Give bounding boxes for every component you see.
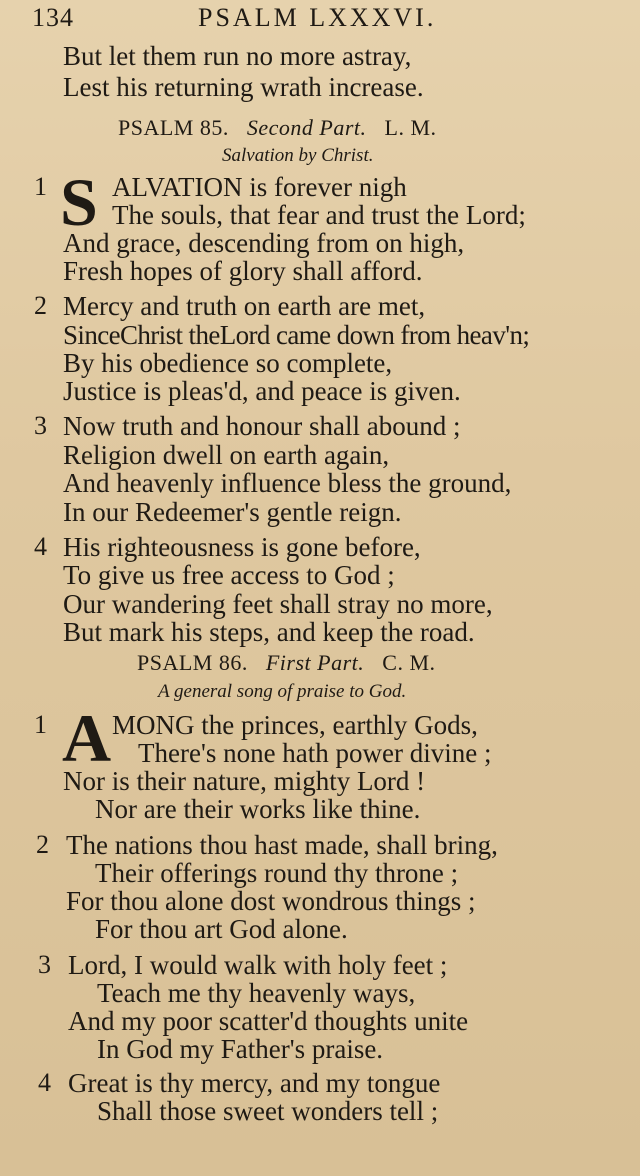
verse-line: To give us free access to God ;	[63, 560, 395, 590]
verse-line: Teach me thy heavenly ways,	[97, 978, 416, 1008]
verse-line: SinceChrist theLord came down from heav'n;	[63, 320, 530, 350]
page-number: 134	[32, 3, 74, 32]
psalm-meter: L. M.	[384, 115, 437, 140]
psalm-part: Second Part.	[246, 115, 367, 140]
verse-line: Their offerings round thy throne ;	[95, 858, 459, 888]
verse-line: And grace, descending from on high,	[63, 228, 465, 258]
verse-line: There's none hath power divine ;	[138, 738, 492, 768]
drop-cap: S	[60, 164, 98, 240]
stanza-number: 3	[38, 950, 51, 979]
verse-line: In our Redeemer's gentle reign.	[63, 497, 402, 527]
verse-line: Nor is their nature, mighty Lord !	[63, 766, 426, 796]
drop-cap: A	[62, 700, 112, 776]
psalm-number: PSALM 86.	[137, 650, 248, 675]
verse-line: ALVATION is forever nigh	[112, 172, 407, 202]
verse-line: Lest his returning wrath increase.	[63, 72, 424, 102]
verse-line: Shall those sweet wonders tell ;	[97, 1096, 439, 1126]
verse-line: MONG the princes, earthly Gods,	[112, 710, 478, 740]
verse-line: Lord, I would walk with holy feet ;	[68, 950, 448, 980]
stanza-number: 2	[34, 291, 47, 320]
psalm-number: PSALM 85.	[118, 115, 229, 140]
verse-line: And heavenly influence bless the ground,	[63, 468, 512, 498]
stanza-number: 4	[38, 1068, 51, 1097]
verse-line: But let them run no more astray,	[63, 41, 412, 71]
verse-line: And my poor scatter'd thoughts unite	[68, 1006, 469, 1036]
verse-line: Fresh hopes of glory shall afford.	[63, 256, 423, 286]
verse-line: For thou alone dost wondrous things ;	[66, 886, 476, 916]
verse-line: By his obedience so complete,	[63, 348, 393, 378]
psalm-heading	[118, 115, 437, 141]
verse-line: Religion dwell on earth again,	[63, 440, 390, 470]
stanza-number: 4	[34, 532, 47, 561]
stanza-number: 2	[36, 830, 49, 859]
verse-line: The nations thou hast made, shall bring,	[66, 830, 498, 860]
verse-line: For thou art God alone.	[95, 914, 348, 944]
stanza-number: 1	[34, 710, 47, 739]
verse-line: Our wandering feet shall stray no more,	[63, 589, 493, 619]
verse-line: In God my Father's praise.	[97, 1034, 384, 1064]
verse-line: Great is thy mercy, and my tongue	[68, 1068, 441, 1098]
psalm-meter: C. M.	[382, 650, 436, 675]
verse-line: Nor are their works like thine.	[95, 794, 421, 824]
stanza-number: 1	[34, 172, 47, 201]
psalm-subtitle: Salvation by Christ.	[222, 145, 374, 166]
verse-line: His righteousness is gone before,	[63, 532, 421, 562]
psalm-part: First Part.	[265, 650, 365, 675]
verse-line: But mark his steps, and keep the road.	[63, 617, 475, 647]
verse-line: The souls, that fear and trust the Lord;	[112, 200, 526, 230]
psalm-heading	[137, 650, 436, 676]
psalm-subtitle: A general song of praise to God.	[158, 681, 407, 702]
verse-line: Mercy and truth on earth are met,	[63, 291, 426, 321]
verse-line: Justice is pleas'd, and peace is given.	[63, 376, 461, 406]
running-title: PSALM LXXXVI.	[198, 3, 437, 32]
verse-line: Now truth and honour shall abound ;	[63, 411, 461, 441]
stanza-number: 3	[34, 411, 47, 440]
